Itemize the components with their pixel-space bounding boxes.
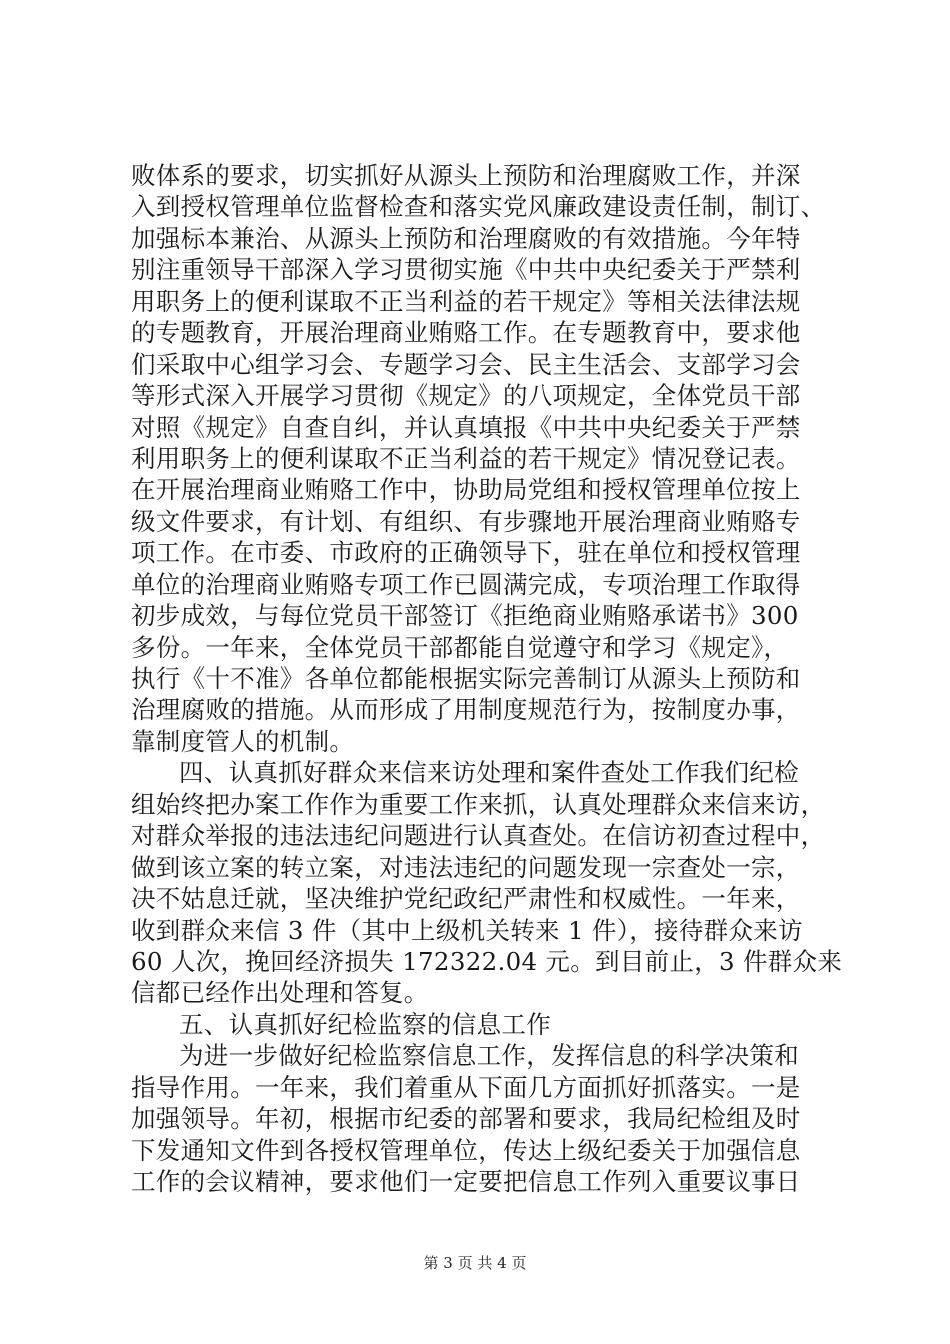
- text-line: 指导作用。一年来，我们着重从下面几方面抓好抓落实。一是: [131, 1072, 801, 1102]
- text-line: 单位的治理商业贿赂专项工作已圆满完成，专项治理工作取得: [131, 569, 801, 599]
- text-line: 用职务上的便利谋取不正当利益的若干规定》等相关法律法规: [131, 286, 801, 316]
- section-heading-4: 四、认真抓好群众来信来访处理和案件查处工作我们纪检: [179, 758, 799, 788]
- section-heading-5: 五、认真抓好纪检监察的信息工作: [179, 1009, 551, 1039]
- text-line: 治理腐败的措施。从而形成了用制度规范行为，按制度办事，: [131, 695, 801, 725]
- text-line: 加强标本兼治、从源头上预防和治理腐败的有效措施。今年特: [131, 223, 801, 253]
- text-line: 下发通知文件到各授权管理单位，传达上级纪委关于加强信息: [131, 1135, 801, 1165]
- text-line: 收到群众来信 3 件（其中上级机关转来 1 件），接待群众来访: [131, 915, 803, 945]
- text-line: 等形式深入开展学习贯彻《规定》的八项规定，全体党员干部: [131, 381, 801, 411]
- text-line: 60 人次，挽回经济损失 172322.04 元。到目前止，3 件群众来: [131, 946, 843, 976]
- text-line: 工作的会议精神，要求他们一定要把信息工作列入重要议事日: [131, 1167, 801, 1196]
- text-line: 初步成效，与每位党员干部签订《拒绝商业贿赂承诺书》300: [131, 601, 799, 631]
- body-text: [131, 160, 843, 1197]
- text-line: 做到该立案的转立案，对违法违纪的问题发现一宗查处一宗，: [131, 852, 801, 882]
- text-line: 加强领导。年初，根据市纪委的部署和要求，我局纪检组及时: [131, 1104, 801, 1134]
- text-line: 组始终把办案工作作为重要工作来抓，认真处理群众来信来访，: [131, 789, 826, 819]
- text-line: 执行《十不准》各单位都能根据实际完善制订从源头上预防和: [131, 664, 801, 693]
- text-line: 利用职务上的便利谋取不正当利益的若干规定》情况登记表。: [131, 443, 801, 473]
- text-line: 对照《规定》自查自纠，并认真填报《中共中央纪委关于严禁: [131, 412, 801, 442]
- text-line: 在开展治理商业贿赂工作中，协助局党组和授权管理单位按上: [131, 475, 801, 505]
- text-line: 靠制度管人的机制。: [131, 726, 355, 756]
- text-line: 们采取中心组学习会、专题学习会、民主生活会、支部学习会: [131, 349, 801, 379]
- text-line: 入到授权管理单位监督检查和落实党风廉政建设责任制，制订、: [131, 192, 826, 222]
- text-line: 信都已经作出处理和答复。: [131, 978, 429, 1008]
- text-line: 多份。一年来，全体党员干部都能自觉遵守和学习《规定》，: [131, 632, 789, 662]
- text-line: 级文件要求，有计划、有组织、有步骤地开展治理商业贿赂专: [131, 506, 801, 536]
- text-line: 别注重领导干部深入学习贯彻实施《中共中央纪委关于严禁利: [131, 255, 801, 285]
- text-line: 的专题教育，开展治理商业贿赂工作。在专题教育中，要求他: [131, 318, 801, 348]
- paragraph-start: 为进一步做好纪检监察信息工作，发挥信息的科学决策和: [179, 1041, 799, 1071]
- text-line: 项工作。在市委、市政府的正确领导下，驻在单位和授权管理: [131, 538, 801, 568]
- text-line: 对群众举报的违法违纪问题进行认真查处。在信访初查过程中，: [131, 821, 826, 851]
- text-line: 败体系的要求，切实抓好从源头上预防和治理腐败工作，并深: [131, 161, 801, 190]
- page-number-footer: 第 3 页 共 4 页: [423, 1254, 527, 1272]
- text-line: 决不姑息迁就，坚决维护党纪政纪严肃性和权威性。一年来，: [131, 884, 801, 914]
